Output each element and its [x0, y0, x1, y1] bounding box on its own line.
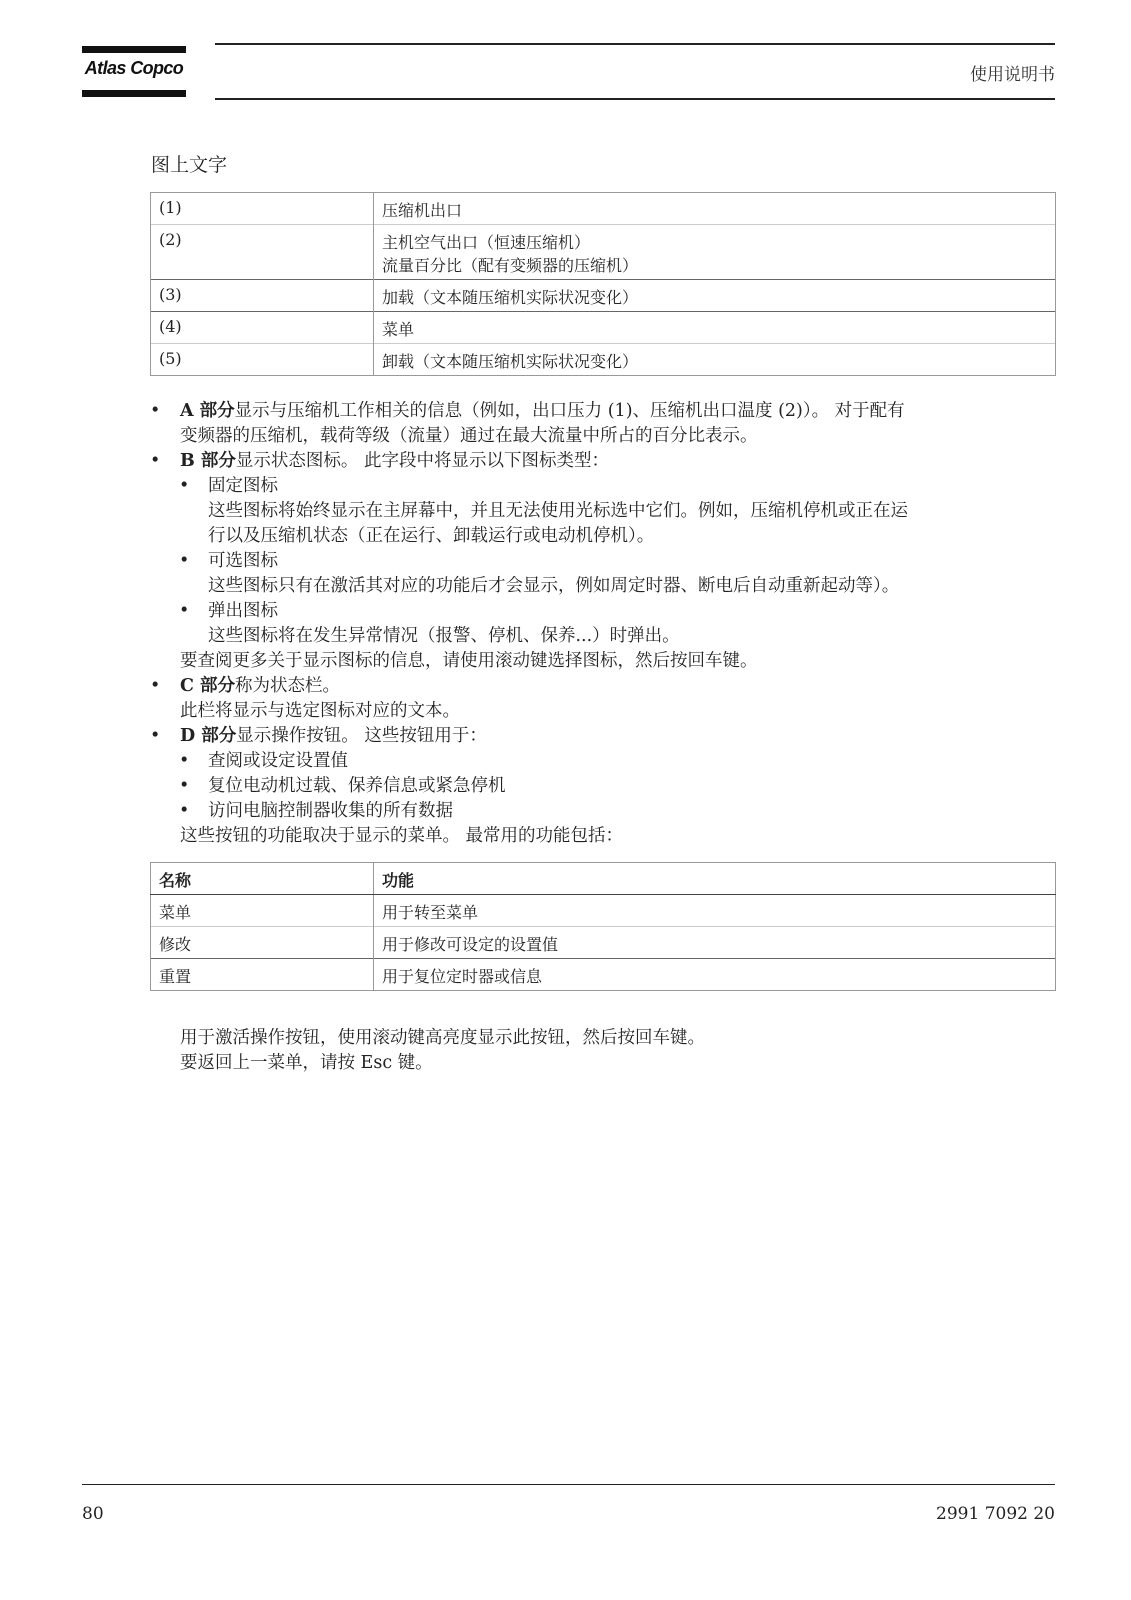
document-title: 使用说明书 — [970, 65, 1055, 85]
legend-number: (4) — [151, 312, 374, 344]
table-row — [151, 225, 1056, 280]
atlas-copco-logo — [82, 46, 186, 100]
section-a-continuation: 变频器的压缩机，载荷等级（流量）通过在最大流量中所占的百分比表示。 — [180, 426, 758, 446]
fixed-icons-desc: 这些图标将始终显示在主屏幕中，并且无法使用光标选中它们。例如，压缩机停机或正在运 — [208, 501, 908, 521]
section-c-label: C 部分 — [180, 676, 236, 696]
section-a-label: A 部分 — [180, 401, 235, 421]
fixed-icons-desc: 行以及压缩机状态（正在运行、卸载运行或电动机停机）。 — [208, 526, 655, 546]
closing-line: 要返回上一菜单，请按 Esc 键。 — [180, 1053, 433, 1073]
section-c-item: • C 部分称为状态栏。 — [150, 674, 1055, 699]
list-item: • 查阅或设定设置值 — [150, 749, 1055, 774]
table-row — [151, 280, 1056, 312]
bullet: • — [179, 476, 190, 496]
footer-rule — [82, 1484, 1055, 1485]
logo-wordmark: Atlas Copco — [84, 58, 184, 78]
figure-legend-table — [150, 192, 1056, 376]
bullet: • — [150, 726, 161, 746]
function-description: 用于转至菜单 — [374, 895, 1056, 927]
table-row — [151, 959, 1056, 991]
table-row — [151, 895, 1056, 927]
logo-bar-top — [82, 46, 186, 53]
list-item: • 复位电动机过载、保养信息或紧急停机 — [150, 774, 1055, 799]
section-b-item: • B 部分显示状态图标。 此字段中将显示以下图标类型： — [150, 449, 1055, 474]
table-row — [151, 927, 1056, 959]
document-number: 2991 7092 20 — [936, 1504, 1055, 1524]
bullet: • — [179, 601, 190, 621]
column-header-name: 名称 — [151, 863, 374, 895]
logo-bar-bottom — [82, 90, 186, 97]
legend-text: 主机空气出口（恒速压缩机） 流量百分比（配有变频器的压缩机） — [374, 225, 1056, 280]
header-rule-bottom — [215, 98, 1055, 100]
figure-caption: 图上文字 — [151, 154, 228, 176]
section-descriptions — [150, 399, 1055, 849]
bullet: • — [150, 451, 161, 471]
popup-icons-item: • 弹出图标 — [150, 599, 1055, 624]
section-d-item: • D 部分显示操作按钮。 这些按钮用于： — [150, 724, 1055, 749]
function-name: 重置 — [151, 959, 374, 991]
bullet: • — [179, 751, 190, 771]
table-row — [151, 344, 1056, 376]
section-c-continuation: 此栏将显示与选定图标对应的文本。 — [180, 701, 460, 721]
section-a-item: • A 部分显示与压缩机工作相关的信息（例如，出口压力 (1)、压缩机出口温度 (2)）。 对于配有 — [150, 399, 1055, 424]
bullet: • — [179, 551, 190, 571]
section-b-note: 要查阅更多关于显示图标的信息，请使用滚动键选择图标，然后按回车键。 — [180, 651, 758, 671]
function-name: 菜单 — [151, 895, 374, 927]
function-description: 用于修改可设定的设置值 — [374, 927, 1056, 959]
legend-number: (1) — [151, 193, 374, 225]
section-d-note: 这些按钮的功能取决于显示的菜单。 最常用的功能包括： — [180, 826, 624, 846]
popup-icons-desc: 这些图标将在发生异常情况（报警、停机、保养...）时弹出。 — [208, 626, 680, 646]
button-function-table — [150, 862, 1056, 991]
header-rule-top — [215, 43, 1055, 45]
table-row — [151, 312, 1056, 344]
legend-number: (3) — [151, 280, 374, 312]
legend-text: 加载（文本随压缩机实际状况变化） — [374, 280, 1056, 312]
legend-text: 卸载（文本随压缩机实际状况变化） — [374, 344, 1056, 376]
section-d-label: D 部分 — [180, 726, 237, 746]
function-name: 修改 — [151, 927, 374, 959]
optional-icons-item: • 可选图标 — [150, 549, 1055, 574]
bullet: • — [150, 676, 161, 696]
legend-number: (5) — [151, 344, 374, 376]
closing-instructions — [180, 1026, 705, 1076]
list-item: • 访问电脑控制器收集的所有数据 — [150, 799, 1055, 824]
function-description: 用于复位定时器或信息 — [374, 959, 1056, 991]
legend-text: 菜单 — [374, 312, 1056, 344]
page-number: 80 — [82, 1504, 104, 1524]
optional-icons-desc: 这些图标只有在激活其对应的功能后才会显示，例如周定时器、断电后自动重新起动等）。 — [208, 576, 900, 596]
table-header-row — [151, 863, 1056, 895]
closing-line: 用于激活操作按钮，使用滚动键高亮度显示此按钮，然后按回车键。 — [180, 1028, 705, 1048]
bullet: • — [150, 401, 161, 421]
section-b-label: B 部分 — [180, 451, 236, 471]
table-row — [151, 193, 1056, 225]
bullet: • — [179, 776, 190, 796]
bullet: • — [179, 801, 190, 821]
column-header-function: 功能 — [374, 863, 1056, 895]
legend-text: 压缩机出口 — [374, 193, 1056, 225]
fixed-icons-item: • 固定图标 — [150, 474, 1055, 499]
legend-number: (2) — [151, 225, 374, 280]
